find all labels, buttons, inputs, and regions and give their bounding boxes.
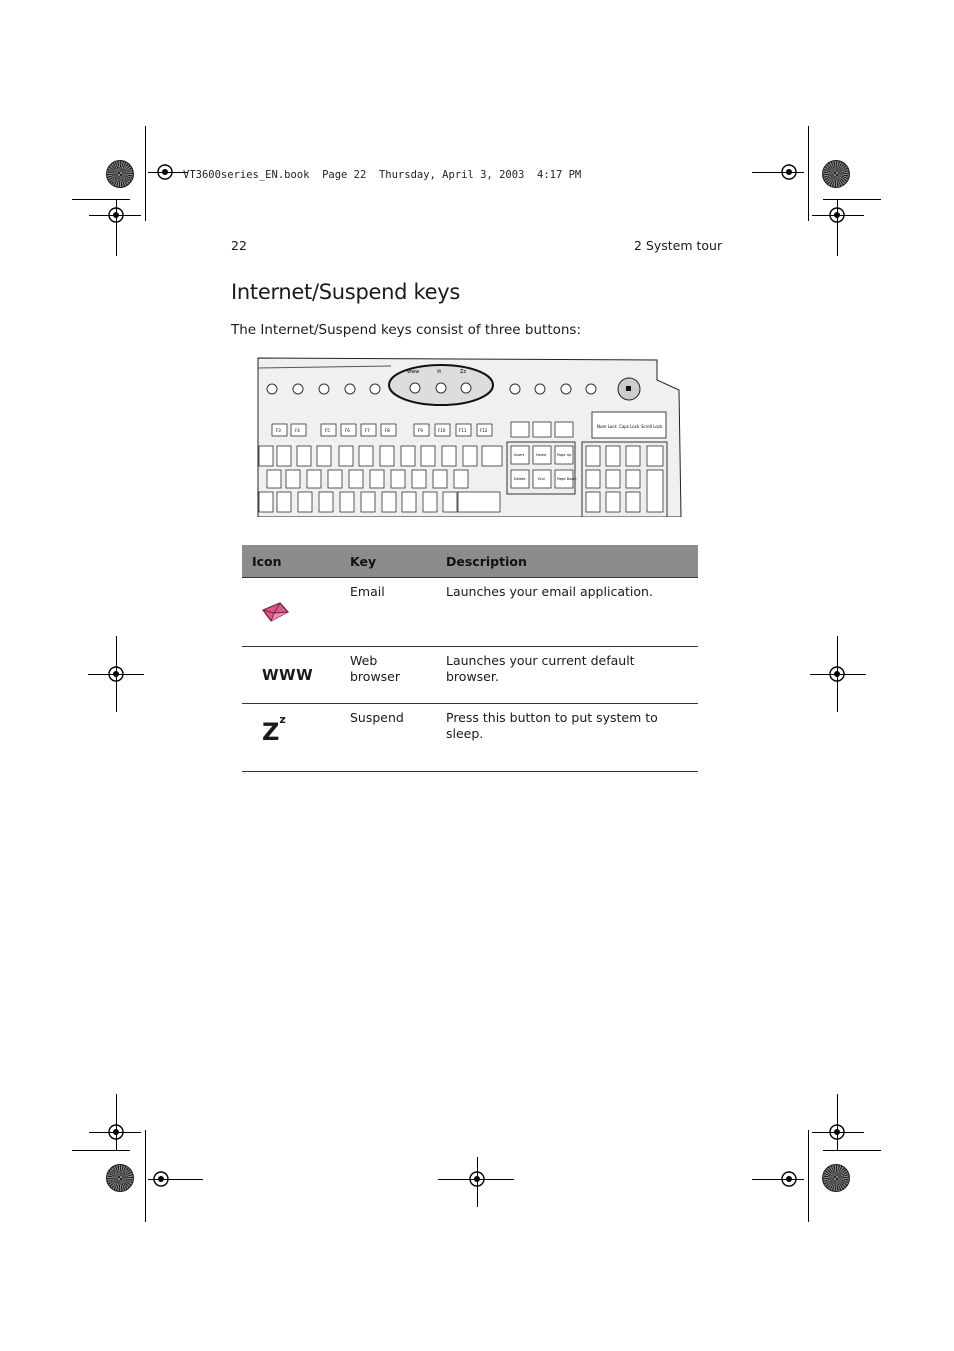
running-header: 2 System tour [634,238,723,253]
svg-text:F4: F4 [295,428,300,433]
svg-text:F11: F11 [459,428,467,433]
key-name: Email [340,578,436,647]
icon-cell [242,647,340,704]
email-key-label: ✉ [437,369,442,375]
header-description: Description [436,545,698,578]
header-icon: Icon [242,545,340,578]
svg-text:F7: F7 [365,428,370,433]
header-key: Key [340,545,436,578]
email-icon [260,600,290,624]
icon-cell [242,704,340,772]
caps-lock-label: Caps Lock [619,424,640,429]
intro-text: The Internet/Suspend keys consist of three buttons: [231,322,582,338]
page-title: Internet/Suspend keys [231,280,461,304]
table-row [242,578,698,647]
table-row [242,647,698,704]
svg-text:F5: F5 [325,428,330,433]
svg-text:Page Up: Page Up [557,453,572,457]
key-name: Suspend [340,704,436,772]
svg-text:F3: F3 [276,428,281,433]
key-description: Launches your current default browser. [436,647,698,704]
num-lock-label: Num Lock [597,424,617,429]
svg-text:Page Down: Page Down [557,477,577,481]
internet-suspend-keys-table [242,545,698,772]
table-row [242,704,698,772]
svg-text:Insert: Insert [514,453,525,457]
print-slug: VT3600series_EN.book Page 22 Thursday, April 3, 2003 4:17 PM [183,169,582,181]
svg-text:F10: F10 [438,428,446,433]
suspend-key-label: Zz [460,369,467,375]
svg-text:F6: F6 [345,428,350,433]
page-number: 22 [231,238,247,253]
suspend-icon: $Z^z$ [262,713,286,746]
keyboard-illustration [257,352,682,517]
table-header-row [242,545,698,578]
www-icon: WWW [262,666,314,684]
svg-text:F8: F8 [385,428,390,433]
key-name: Web browser [340,647,436,704]
svg-text:F9: F9 [418,428,423,433]
svg-text:End: End [538,477,545,481]
svg-text:F12: F12 [480,428,488,433]
scroll-lock-label: Scroll Lock [641,424,663,429]
key-description: Launches your email application. [436,578,698,647]
key-description: Press this button to put system to sleep. [436,704,698,772]
icon-cell [242,578,340,647]
svg-text:Delete: Delete [514,477,526,481]
svg-text:Home: Home [536,453,547,457]
www-key-label: www [407,369,420,375]
